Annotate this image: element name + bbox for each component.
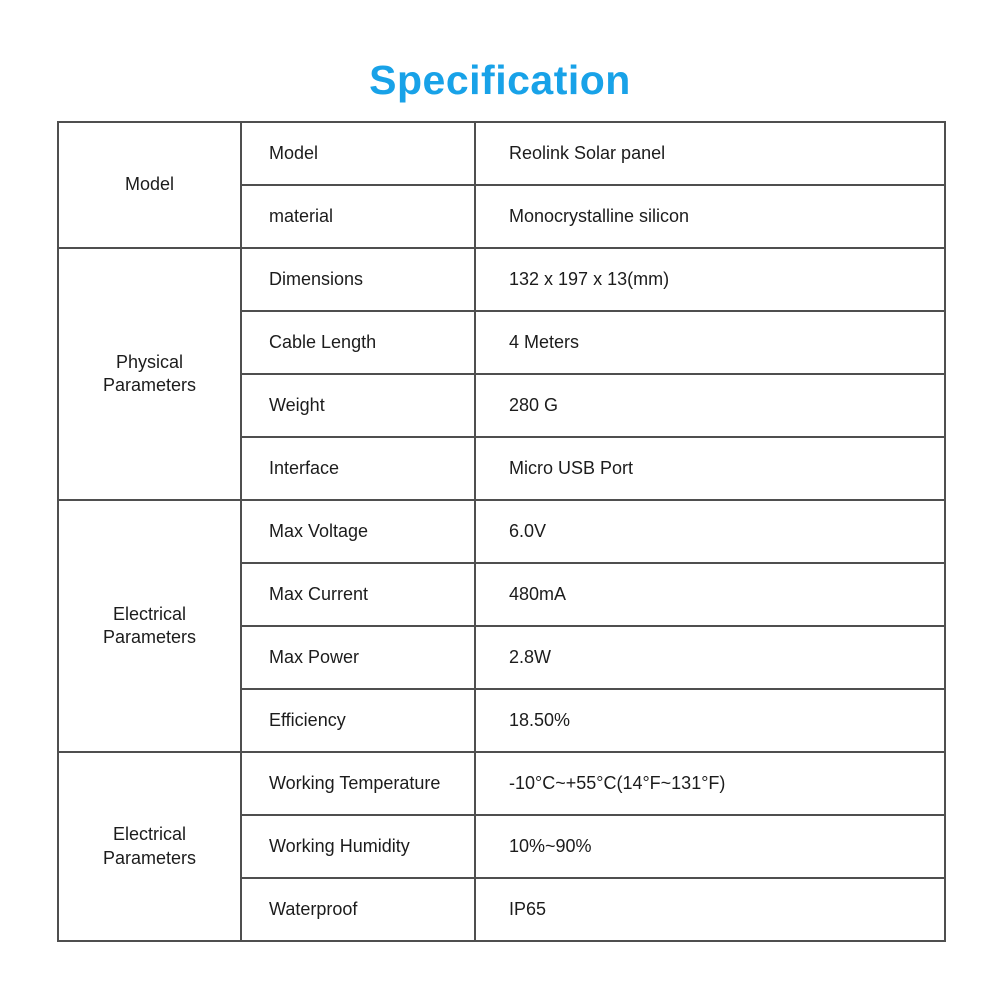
param-label: Dimensions [241, 248, 475, 311]
param-label: Max Current [241, 563, 475, 626]
param-label: Efficiency [241, 689, 475, 752]
param-label: Interface [241, 437, 475, 500]
category-cell: Electrical Parameters [58, 752, 241, 941]
param-label: Max Power [241, 626, 475, 689]
param-value: 10%~90% [475, 815, 945, 878]
category-cell: Physical Parameters [58, 248, 241, 500]
param-value: Micro USB Port [475, 437, 945, 500]
param-label: Working Humidity [241, 815, 475, 878]
category-cell: Electrical Parameters [58, 500, 241, 752]
param-label: Waterproof [241, 878, 475, 941]
param-value: 4 Meters [475, 311, 945, 374]
table-row [58, 248, 945, 311]
spec-table [57, 121, 946, 942]
param-label: Model [241, 122, 475, 185]
param-value: IP65 [475, 878, 945, 941]
table-row [58, 500, 945, 563]
param-label: Working Temperature [241, 752, 475, 815]
table-row [58, 752, 945, 815]
param-value: 480mA [475, 563, 945, 626]
param-value: 280 G [475, 374, 945, 437]
table-row [58, 122, 945, 185]
param-label: material [241, 185, 475, 248]
param-label: Weight [241, 374, 475, 437]
param-value: 18.50% [475, 689, 945, 752]
param-value: -10°C~+55°C(14°F~131°F) [475, 752, 945, 815]
category-cell: Model [58, 122, 241, 248]
param-value: Monocrystalline silicon [475, 185, 945, 248]
page-title: Specification [369, 57, 631, 103]
param-value: 6.0V [475, 500, 945, 563]
param-label: Cable Length [241, 311, 475, 374]
param-value: 2.8W [475, 626, 945, 689]
param-value: Reolink Solar panel [475, 122, 945, 185]
param-value: 132 x 197 x 13(mm) [475, 248, 945, 311]
param-label: Max Voltage [241, 500, 475, 563]
